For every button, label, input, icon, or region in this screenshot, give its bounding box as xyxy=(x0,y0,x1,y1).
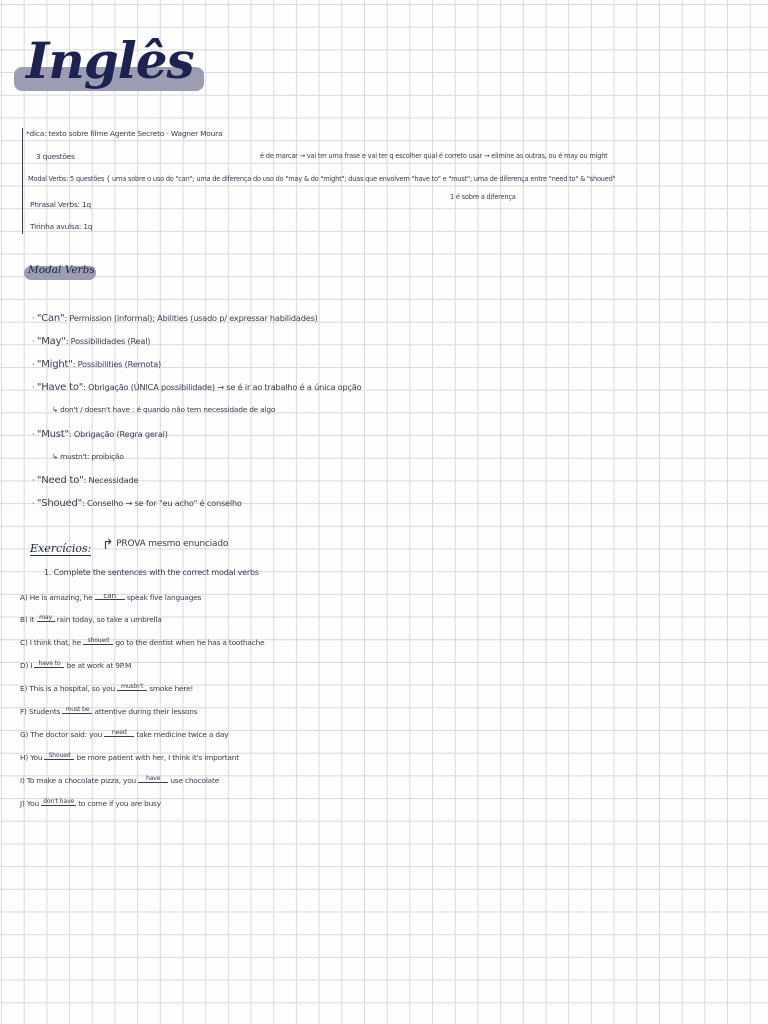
modal-item: · "Can": Permission (informal); Abilities (usado p/ expressar habilidades) xyxy=(32,313,318,324)
exercise-sentence xyxy=(20,661,131,669)
exercise-sentence xyxy=(20,615,162,623)
modal-item: · "Need to": Necessidade xyxy=(32,475,139,486)
modal-item: · "Must": Obrigação (Regra geral) xyxy=(32,429,168,440)
sentence-pre: E) This is a hospital, so you xyxy=(20,684,115,693)
sentence-post: speak five languages xyxy=(126,593,202,602)
sentence-post: use chocolate xyxy=(170,776,220,785)
answer-blank: need xyxy=(104,730,134,737)
note-tirinha: Tirinha avulsa: 1q xyxy=(30,222,93,231)
notes-bracket xyxy=(22,128,23,234)
answer-blank: mustn't xyxy=(117,684,147,691)
curved-arrow-icon: ↱ xyxy=(102,537,114,553)
sentence-pre: D) I xyxy=(20,661,33,670)
modal-verb: "May" xyxy=(36,336,66,347)
answer-blank: can xyxy=(95,592,125,600)
answer-blank: have xyxy=(138,776,168,783)
exercise-sentence xyxy=(20,730,228,738)
modal-subitem: ↳ don't / doesn't have : é quando não tem necessidade de algo xyxy=(52,405,276,414)
modal-verbs-heading: Modal Verbs xyxy=(28,264,95,276)
modal-verb: "Shoued" xyxy=(36,498,83,509)
page-title: Inglês xyxy=(26,31,194,90)
modal-desc: : Possibilities (Remota) xyxy=(72,359,162,369)
modal-verb: "Can" xyxy=(36,313,65,324)
sentence-pre: I) To make a chocolate pizza, you xyxy=(20,776,137,785)
exercise-sentence xyxy=(20,799,161,807)
sentence-pre: A) He is amazing, he xyxy=(20,593,93,602)
modal-verb: "Have to" xyxy=(36,382,84,393)
note-modal-verbs: Modal Verbs: 5 questões { uma sobre o uso do "can"; uma de diferença do uso do "may & do "might"; duas que envolvem "have to" e "must"; uma de diferença entre "need to" & "shoued" xyxy=(28,175,616,183)
sentence-pre: G) The doctor said: you xyxy=(20,730,103,739)
note-phrasal: Phrasal Verbs: 1q xyxy=(30,200,91,209)
modal-desc: : Obrigação (ÚNICA possibilidade) → se é ir ao trabalho é a única opção xyxy=(83,382,362,392)
answer-blank: Shoued xyxy=(44,753,74,760)
note-marcar: é de marcar → vai ter uma frase e vai ter q escolher qual é correto usar → elimine as outras, ou é may ou might xyxy=(260,152,608,160)
sentence-pre: B) It xyxy=(20,615,35,624)
modal-verb: "Must" xyxy=(36,429,69,440)
sentence-pre: J) You xyxy=(20,799,39,808)
modal-desc: mustn't: proibição xyxy=(60,452,124,461)
sentence-post: be at work at 9P.M xyxy=(66,661,132,670)
modal-subitem: ↳ mustn't: proibição xyxy=(52,452,124,461)
exercicios-note-text: PROVA mesmo enunciado xyxy=(116,539,229,549)
modal-verb: "Need to" xyxy=(36,475,84,486)
exercise-sentence xyxy=(20,684,193,692)
exercicios-instruction: 1. Complete the sentences with the correct modal verbs xyxy=(44,568,259,577)
modal-verb: "Might" xyxy=(36,359,73,370)
sentence-post: be more patient with her, I think it's important xyxy=(76,753,239,762)
sentence-post: attentive during their lessons xyxy=(94,707,198,716)
modal-desc: : Permission (informal); Abilities (usado p/ expressar habilidades) xyxy=(64,313,318,323)
exercise-sentence xyxy=(20,776,219,784)
modal-item: · "Shoued": Conselho → se for "eu acho" é conselho xyxy=(32,498,242,509)
answer-blank: must be xyxy=(62,707,92,714)
exercise-sentence xyxy=(20,753,239,761)
sentence-post: take medicine twice a day xyxy=(136,730,229,739)
modal-desc: : Possibilidades (Real) xyxy=(65,336,151,346)
modal-item: · "Have to": Obrigação (ÚNICA possibilidade) → se é ir ao trabalho é a única opção xyxy=(32,382,362,393)
note-diferenca: 1 é sobre a diferença xyxy=(450,193,516,201)
answer-blank: may xyxy=(37,615,55,622)
answer-blank: have to xyxy=(34,661,64,668)
sentence-post: to come if you are busy xyxy=(78,799,161,808)
sentence-pre: C) I think that, he xyxy=(20,638,82,647)
modal-item: · "Might": Possibilities (Remota) xyxy=(32,359,162,370)
note-questoes: 3 questões xyxy=(36,152,75,161)
modal-desc: : Conselho → se for "eu acho" é conselho xyxy=(82,498,242,508)
answer-blank: shoued xyxy=(83,638,113,645)
modal-desc: don't / doesn't have : é quando não tem necessidade de algo xyxy=(60,405,276,414)
modal-item: · "May": Possibilidades (Real) xyxy=(32,336,151,347)
sentence-post: rain today, so take a umbrella xyxy=(56,615,162,624)
exercicios-heading: Exercícios: xyxy=(30,542,92,555)
exercise-sentence xyxy=(20,592,201,601)
exercise-sentence xyxy=(20,638,264,646)
sentence-post: go to the dentist when he has a toothache xyxy=(115,638,265,647)
sentence-post: smoke here! xyxy=(149,684,194,693)
answer-blank: don't have xyxy=(43,798,75,805)
modal-desc: : Obrigação (Regra geral) xyxy=(68,429,168,439)
sentence-pre: H) You xyxy=(20,753,43,762)
sentence-pre: F) Students xyxy=(20,707,61,716)
note-dica: *dica: texto sobre filme Agente Secreto - Wagner Moura xyxy=(26,129,223,138)
modal-desc: : Necessidade xyxy=(83,475,139,485)
exercise-sentence xyxy=(20,707,197,715)
exercicios-note xyxy=(102,538,228,552)
